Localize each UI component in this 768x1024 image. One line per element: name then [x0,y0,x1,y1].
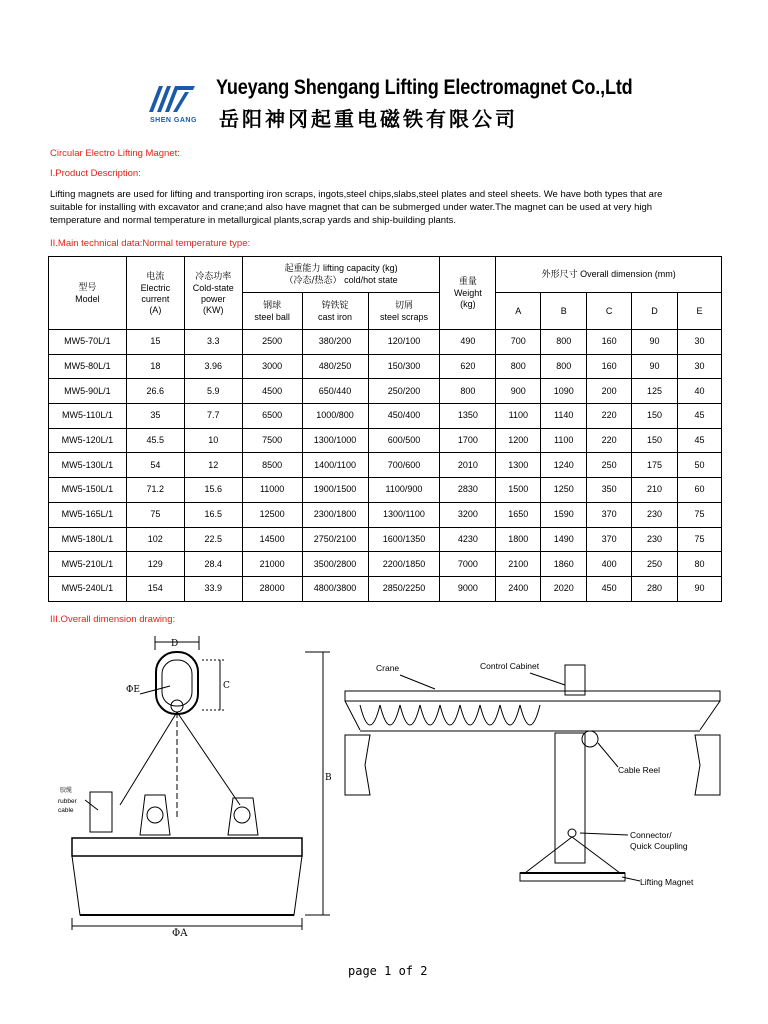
table-cell: 3.96 [184,354,242,379]
table-cell: 90 [632,354,678,379]
table-row [49,354,722,379]
table-cell: 71.2 [126,478,184,503]
table-cell: MW5-90L/1 [49,379,127,404]
header-overall-dimension: 外形尺寸 Overall dimension (mm) [496,257,722,293]
table-cell: 250 [587,453,632,478]
table-cell: 220 [587,404,632,429]
product-description: Lifting magnets are used for lifting and transporting iron scraps, ingots,steel chips,slabs,steel plates and steel sheets. We have both types that are suitable for installing with excavator and crane;and also have magnet that can be submerged under water.The magnet can be used at very high temperature and normal temperature in metallurgical plants,scrap yards and ship-building plants. [50,189,663,226]
table-cell: 6500 [242,404,302,429]
table-cell: 35 [126,404,184,429]
header-cast-iron: 铸铁锭 cast iron [302,293,368,330]
crane-label: Crane [376,663,400,673]
table-cell: 370 [587,527,632,552]
rubber-cable-label-cn: 胶缆 [60,788,73,794]
table-cell: 45 [678,428,722,453]
table-cell: 2750/2100 [302,527,368,552]
company-name-chinese: 岳阳神冈起重电磁铁有限公司 [219,107,518,131]
table-row [49,502,722,527]
table-cell: 2010 [440,453,496,478]
table-cell: 220 [587,428,632,453]
table-cell: 60 [678,478,722,503]
table-cell: 50 [678,453,722,478]
table-cell: 154 [126,576,184,601]
table-cell: 28.4 [184,552,242,577]
dim-label-e: ΦE [126,685,140,695]
table-cell: 75 [126,502,184,527]
header-current: 电流 Electric current (A) [126,257,184,330]
table-cell: 15.6 [184,478,242,503]
section-title: Circular Electro Lifting Magnet: [50,148,180,159]
table-cell: MW5-150L/1 [49,478,127,503]
table-cell: 700/600 [368,453,440,478]
table-cell: 4800/3800 [302,576,368,601]
table-cell: 28000 [242,576,302,601]
table-cell: 1100 [541,428,587,453]
company-name-english: Yueyang Shengang Lifting Electromagnet Co.,Ltd [216,76,633,99]
table-row [49,576,722,601]
table-cell: 30 [678,354,722,379]
table-cell: 1650 [496,502,541,527]
table-cell: 160 [587,354,632,379]
header-model: 型号 Model [49,257,127,330]
table-cell: 102 [126,527,184,552]
table-cell: MW5-120L/1 [49,428,127,453]
page-footer: page 1 of 2 [348,964,428,978]
table-cell: 2500 [242,330,302,355]
crane-installation-drawing [340,655,740,905]
table-cell: 2400 [496,576,541,601]
table-cell: 480/250 [302,354,368,379]
table-cell: 800 [541,330,587,355]
table-row [49,552,722,577]
control-cabinet-label: Control Cabinet [480,661,540,671]
header-dim-d: D [632,293,678,330]
table-cell: MW5-110L/1 [49,404,127,429]
table-cell: 11000 [242,478,302,503]
drawing-heading: III.Overall dimension drawing: [50,614,176,625]
header-lifting-capacity: 起重能力 lifting capacity (kg) （冷态/热态） cold/hot state [242,257,440,293]
table-cell: 1100 [496,404,541,429]
table-cell: 1800 [496,527,541,552]
table-cell: 75 [678,527,722,552]
table-cell: 490 [440,330,496,355]
header-dim-b: B [541,293,587,330]
table-cell: 2100 [496,552,541,577]
table-cell: 380/200 [302,330,368,355]
table-row [49,379,722,404]
table-cell: 15 [126,330,184,355]
table-cell: 1700 [440,428,496,453]
table-cell: 1490 [541,527,587,552]
table-cell: 1300/1000 [302,428,368,453]
table-cell: 250 [632,552,678,577]
header-steel-ball: 钢球 steel ball [242,293,302,330]
table-cell: 4500 [242,379,302,404]
table-cell: 7500 [242,428,302,453]
table-cell: 650/440 [302,379,368,404]
table-cell: 2300/1800 [302,502,368,527]
table-cell: 1140 [541,404,587,429]
table-row [49,478,722,503]
table-cell: 1350 [440,404,496,429]
table-body [49,330,722,602]
table-cell: 90 [678,576,722,601]
table-cell: 14500 [242,527,302,552]
table-cell: 75 [678,502,722,527]
table-cell: 1240 [541,453,587,478]
table-cell: MW5-165L/1 [49,502,127,527]
table-cell: 250/200 [368,379,440,404]
header-dim-a: A [496,293,541,330]
table-cell: 80 [678,552,722,577]
table-cell: 1100/900 [368,478,440,503]
table-cell: 1860 [541,552,587,577]
lifting-magnet-label: Lifting Magnet [640,877,694,887]
table-cell: 1600/1350 [368,527,440,552]
table-cell: 1500 [496,478,541,503]
table-cell: 150 [632,428,678,453]
table-cell: 90 [632,330,678,355]
table-cell: 12 [184,453,242,478]
table-cell: 3.3 [184,330,242,355]
table-cell: 280 [632,576,678,601]
table-cell: 4230 [440,527,496,552]
connector-label: Connector/ [630,830,672,840]
table-cell: 33.9 [184,576,242,601]
table-cell: 1090 [541,379,587,404]
quick-coupling-label: Quick Coupling [630,841,688,851]
table-cell: 2830 [440,478,496,503]
table-cell: 230 [632,527,678,552]
table-row [49,527,722,552]
tech-heading: II.Main technical data:Normal temperature type: [50,238,251,249]
table-cell: 400 [587,552,632,577]
table-cell: 620 [440,354,496,379]
table-cell: 1000/800 [302,404,368,429]
table-cell: 40 [678,379,722,404]
dim-label-c: C [223,681,230,691]
table-cell: 8500 [242,453,302,478]
logo-text: SHEN GANG [150,117,197,124]
header-dim-e: E [678,293,722,330]
table-cell: 10 [184,428,242,453]
table-cell: 18 [126,354,184,379]
table-cell: MW5-180L/1 [49,527,127,552]
table-cell: 150/300 [368,354,440,379]
table-cell: 3500/2800 [302,552,368,577]
table-cell: MW5-240L/1 [49,576,127,601]
table-cell: 160 [587,330,632,355]
header-dim-c: C [587,293,632,330]
rubber-cable-label-2: cable [58,807,74,814]
table-cell: 12500 [242,502,302,527]
table-row [49,428,722,453]
table-cell: 1400/1100 [302,453,368,478]
table-cell: 7.7 [184,404,242,429]
table-cell: 2850/2250 [368,576,440,601]
table-cell: 22.5 [184,527,242,552]
table-cell: 3200 [440,502,496,527]
table-cell: 2020 [541,576,587,601]
table-cell: 1200 [496,428,541,453]
table-cell: 200 [587,379,632,404]
header-weight: 重量 Weight (kg) [440,257,496,330]
table-cell: MW5-80L/1 [49,354,127,379]
dim-label-d: D [171,639,179,649]
table-cell: 45 [678,404,722,429]
table-cell: 3000 [242,354,302,379]
dim-label-b: B [325,773,332,783]
table-cell: 1590 [541,502,587,527]
cable-reel-label: Cable Reel [618,765,661,775]
table-cell: MW5-70L/1 [49,330,127,355]
table-cell: 125 [632,379,678,404]
table-row [49,330,722,355]
table-cell: 2200/1850 [368,552,440,577]
magnet-dimension-drawing [40,630,340,950]
table-cell: 150 [632,404,678,429]
table-cell: 450 [587,576,632,601]
dim-label-a: ΦA [172,928,188,939]
table-cell: 230 [632,502,678,527]
table-cell: 7000 [440,552,496,577]
table-cell: MW5-130L/1 [49,453,127,478]
table-cell: 120/100 [368,330,440,355]
table-cell: 600/500 [368,428,440,453]
table-cell: 800 [440,379,496,404]
table-cell: 800 [541,354,587,379]
technical-data-table [48,256,722,602]
table-cell: 210 [632,478,678,503]
table-cell: 26.6 [126,379,184,404]
table-cell: 9000 [440,576,496,601]
table-cell: 5.9 [184,379,242,404]
table-cell: 45.5 [126,428,184,453]
table-row [49,404,722,429]
table-cell: 800 [496,354,541,379]
table-cell: 370 [587,502,632,527]
header-steel-scraps: 切屑 steel scraps [368,293,440,330]
table-cell: 30 [678,330,722,355]
table-cell: 1250 [541,478,587,503]
table-cell: 175 [632,453,678,478]
table-cell: 700 [496,330,541,355]
table-cell: 16.5 [184,502,242,527]
table-cell: 21000 [242,552,302,577]
table-cell: 129 [126,552,184,577]
table-cell: 450/400 [368,404,440,429]
table-cell: 54 [126,453,184,478]
table-cell: MW5-210L/1 [49,552,127,577]
table-row [49,453,722,478]
table-cell: 1300/1100 [368,502,440,527]
table-cell: 900 [496,379,541,404]
table-cell: 350 [587,478,632,503]
product-heading: I.Product Description: [50,168,141,179]
table-cell: 1900/1500 [302,478,368,503]
header-power: 冷态功率 Cold-state power (KW) [184,257,242,330]
rubber-cable-label-1: rubber [58,798,77,805]
table-cell: 1300 [496,453,541,478]
